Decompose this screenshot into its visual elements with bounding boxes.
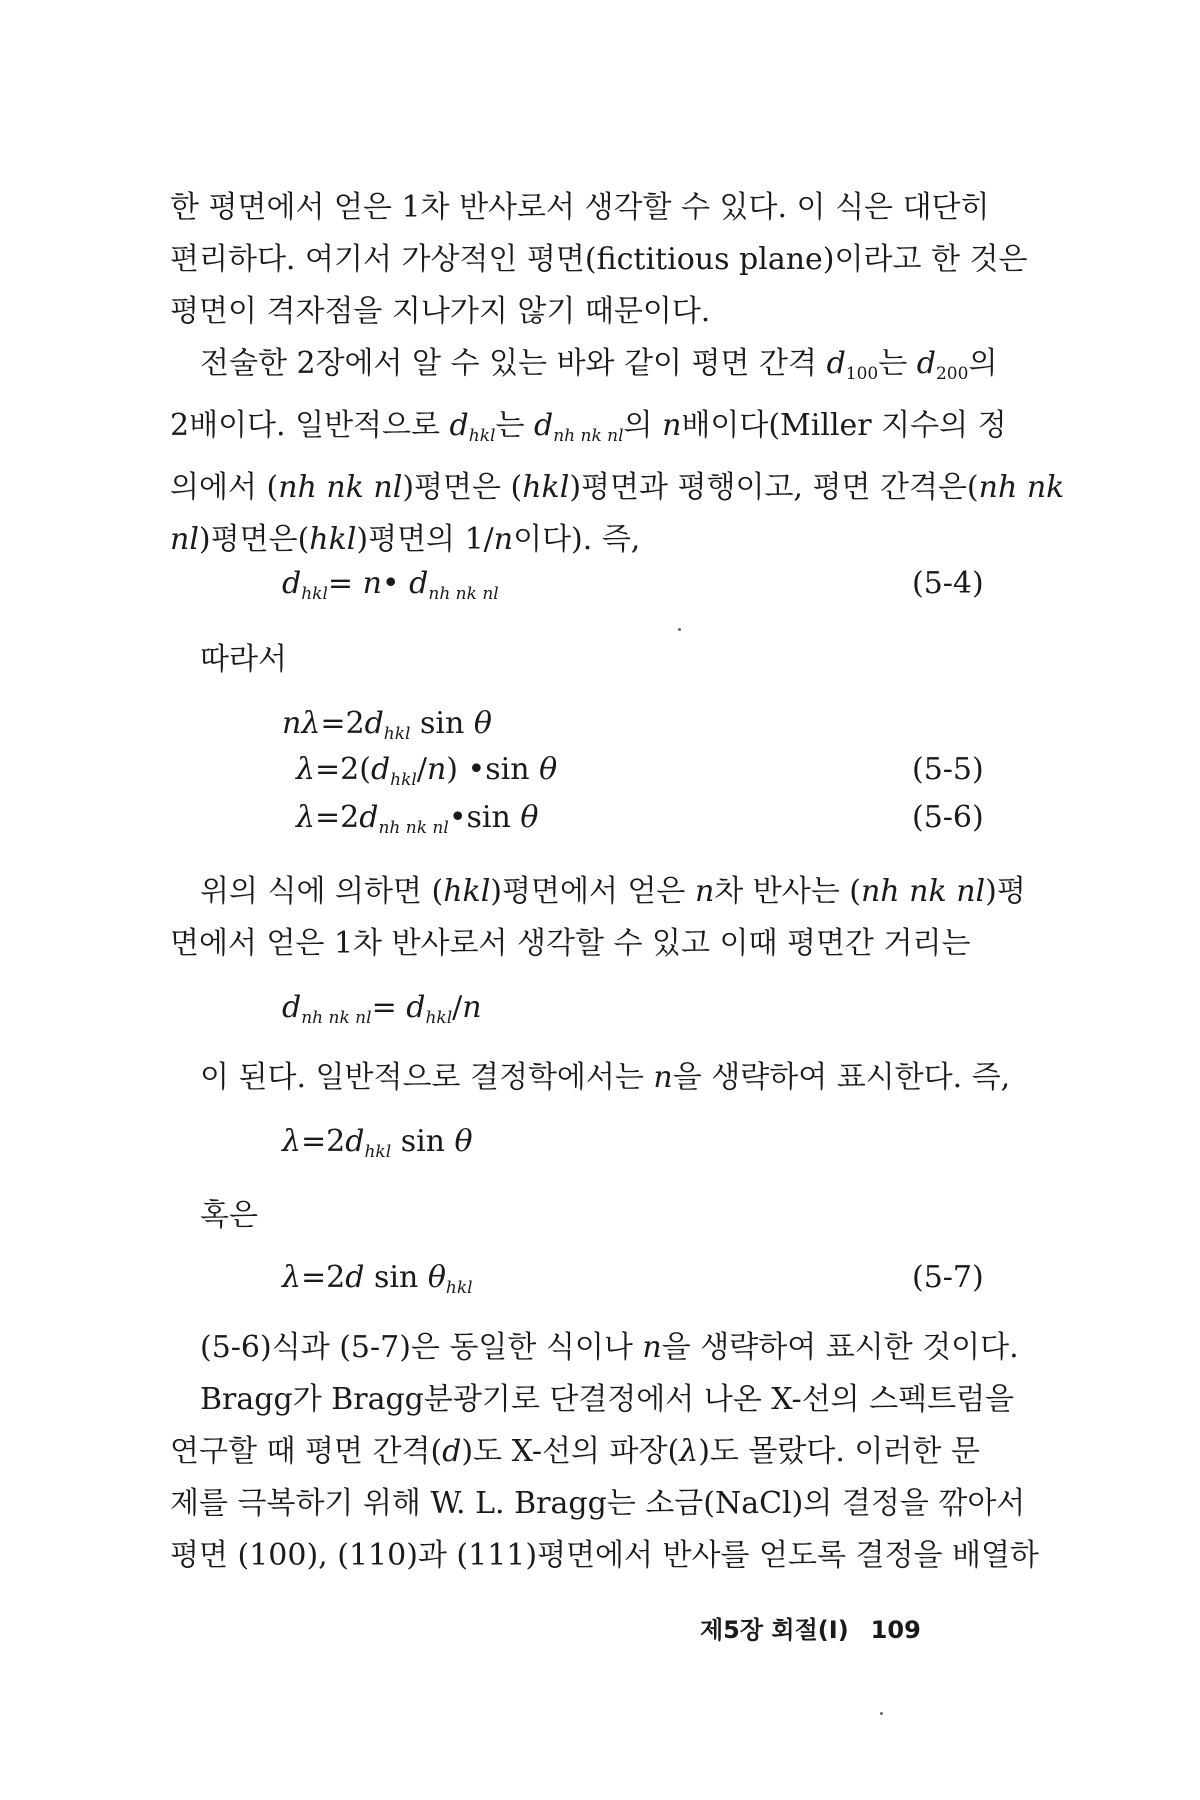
label-or: 혹은 [200,1198,258,1233]
text-line: 제를 극복하기 위해 W. L. Bragg는 소금(NaCl)의 결정을 깎아서 [170,1486,1026,1521]
text-line: 면에서 얻은 1차 반사로서 생각할 수 있고 이때 평면간 거리는 [170,926,971,961]
math-variable: d [916,346,936,381]
paragraph-2 [170,338,1065,566]
text-line [170,462,1065,514]
text-line: 평면이 격자점을 지나가지 않기 때문이다. [170,294,711,329]
equation-5-4: $d_{hkl}=$ n• $d_{nh nk nl}$ [282,566,499,604]
speck [880,1712,883,1715]
text-run: )평면의 1/ [356,522,494,557]
paragraph-6 [170,1374,1039,1582]
math-variable: d [449,408,469,443]
text-line: 위의 식에 의하면 (hkl)평면에서 얻은 n차 반사는 (nh nk nl)평 [200,874,1026,909]
paragraph-1 [170,182,1028,338]
text-run: 는 [495,408,534,443]
text-run: 이다). 즉, [513,522,641,557]
text-line [170,514,1015,566]
text-line: 한 평면에서 얻은 1차 반사로서 생각할 수 있다. 이 식은 대단히 [170,190,990,225]
text-run: 의 [623,408,663,443]
text-run: 의에서 ( [170,470,279,505]
equation-bragg-n: $n\lambda=2d_{hkl}$ sin θ [282,706,492,744]
math-subscript: hkl [468,426,496,446]
equation-number: (5-4) [912,566,984,601]
text-run: )평면은( [198,522,310,557]
math-variable: nh nk [978,470,1065,505]
math-variable: d [826,346,846,381]
paragraph-4 [170,1052,1015,1104]
text-run: 전술한 2장에서 알 수 있는 바와 같이 평면 간격 [200,346,827,381]
text-line: 연구할 때 평면 간격(d)도 X-선의 파장(λ)도 몰랐다. 이러한 문 [170,1434,980,1469]
text-run: 배이다(Miller 지수의 정 [681,408,1007,443]
equation-bragg: $\lambda=2d_{hkl}$ sin θ [282,1124,473,1162]
page-footer [700,1610,921,1645]
equation-number: (5-7) [912,1260,984,1295]
math-subscript: 200 [935,364,969,384]
math-variable: n [493,522,514,557]
paragraph-3 [170,866,1026,970]
text-line: 평면 (100), (110)과 (111)평면에서 반사를 얻도록 결정을 배열하 [170,1538,1039,1573]
equation-5-6: $\lambda=2d_{nh nk nl}•\sin$ θ [296,800,539,838]
equation-number: (5-5) [912,752,984,787]
math-variable: hkl [522,470,570,505]
text-line: 편리하다. 여기서 가상적인 평면(fictitious plane)이라고 한 것은 [170,242,1028,277]
text-run: 는 [878,346,917,381]
math-variable: nl [170,522,199,557]
math-variable: nh nk nl [278,470,403,505]
math-subscript: nh nk nl [553,426,624,446]
math-variable: hkl [309,522,357,557]
equation-5-5: $\lambda=2(d_{hkl}/n)$ •sin θ [296,752,558,790]
text-line: (5-6)식과 (5-7)은 동일한 식이나 n을 생략하여 표시한 것이다. [200,1330,1019,1365]
speck [678,628,681,631]
label-therefore: 따라서 [200,642,287,677]
equation-number: (5-6) [912,800,984,835]
text-run: 2배이다. 일반적으로 [170,408,450,443]
text-line: Bragg가 Bragg분광기로 단결정에서 나온 X-선의 스펙트럼을 [200,1382,1015,1417]
text-run: )평면은 ( [402,470,523,505]
paragraph-5 [170,1322,1019,1374]
text-line [170,338,1015,400]
text-line: 이 된다. 일반적으로 결정학에서는 n을 생략하여 표시한다. 즉, [200,1060,1011,1095]
text-run: )평면과 평행이고, 평면 간격은( [569,470,979,505]
text-run: 의 [968,346,998,381]
text-line [170,400,1015,462]
equation-spacing: $d_{nh nk nl}= d_{hkl}/n$ [282,990,482,1028]
math-subscript: 100 [845,364,879,384]
math-variable: n [662,408,682,443]
equation-5-7: λ=2d $\sin \theta_{hkl}$ [282,1260,473,1298]
math-variable: d [533,408,554,443]
chapter-title: 제5장 회절(I) [700,1616,849,1644]
page-number: 109 [870,1616,921,1644]
